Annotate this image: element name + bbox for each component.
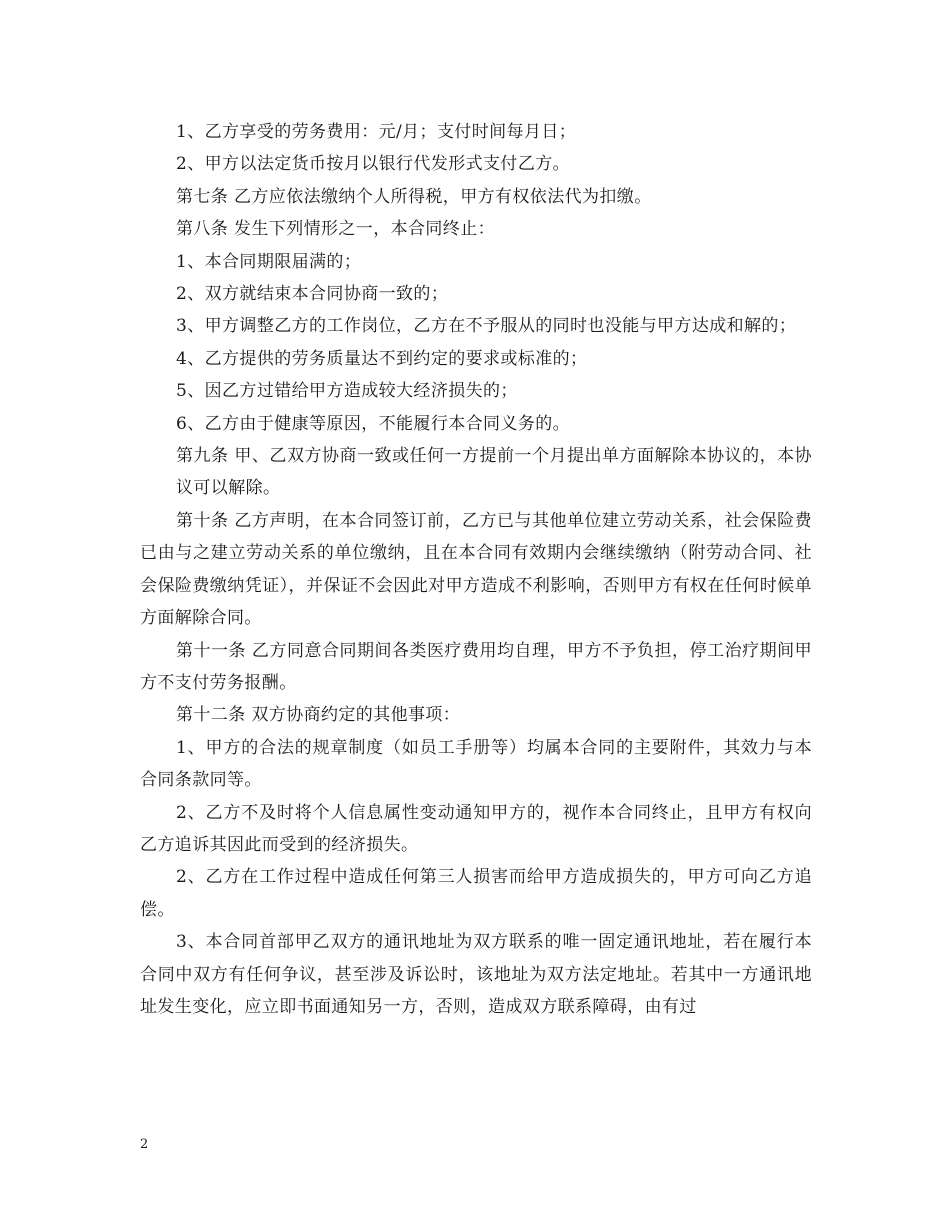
paragraph-fee-amount: 1、乙方享受的劳务费用：元/月；支付时间每月日；	[176, 122, 577, 142]
page-number: 2	[140, 1137, 149, 1152]
article-9: 第九条 甲、乙双方协商一致或任何一方提前一个月提出单方面解除本协议的，本协议可以解除。	[176, 446, 812, 499]
article-12-item-2a: 2、乙方不及时将个人信息属性变动通知甲方的，视作本合同终止，且甲方有权向乙方追诉其因此而受到的经济损失。	[140, 802, 812, 855]
article-12-item-1: 1、甲方的合法的规章制度（如员工手册等）均属本合同的主要附件，其效力与本合同条款同等。	[140, 737, 812, 791]
article-12-item-3: 3、本合同首部甲乙双方的通讯地址为双方联系的唯一固定通讯地址，若在履行本合同中双方有任何争议，甚至涉及诉讼时，该地址为双方法定地址。若其中一方通讯地址发生变化，应立即书面通知另一方，否则，造成双方联系障碍，由有过	[140, 932, 812, 1017]
article-8-item-1: 1、本合同期限届满的；	[176, 251, 362, 272]
article-8-item-4: 4、乙方提供的劳务质量达不到约定的要求或标准的；	[176, 348, 588, 369]
article-10: 第十条 乙方声明，在本合同签订前，乙方已与其他单位建立劳动关系，社会保险费已由与之建立劳动关系的单位缴纳，且在本合同有效期内会继续缴纳（附劳动合同、社会保险费缴纳凭证），并保证不会因此对甲方造成不利影响，否则甲方有权在任何时候单方面解除合同。	[140, 510, 812, 629]
article-12: 第十二条 双方协商约定的其他事项：	[176, 705, 461, 726]
article-7: 第七条 乙方应依法缴纳个人所得税，甲方有权依法代为扣缴。	[176, 186, 652, 207]
article-8-item-6: 6、乙方由于健康等原因，不能履行本合同义务的。	[176, 413, 571, 434]
document-body	[140, 116, 812, 1023]
article-8-item-3: 3、甲方调整乙方的工作岗位，乙方在不予服从的同时也没能与甲方达成和解的；	[176, 316, 797, 337]
article-11: 第十一条 乙方同意合同期间各类医疗费用均自理，甲方不予负担，停工治疗期间甲方不支付劳务报酬。	[140, 640, 812, 693]
article-12-item-2b: 2、乙方在工作过程中造成任何第三人损害而给甲方造成损失的，甲方可向乙方追偿。	[140, 867, 812, 920]
paragraph-payment-method: 2、甲方以法定货币按月以银行代发形式支付乙方。	[176, 154, 571, 175]
article-8: 第八条 发生下列情形之一，本合同终止：	[176, 219, 496, 240]
article-8-item-2: 2、双方就结束本合同协商一致的；	[176, 284, 449, 305]
article-8-item-5: 5、因乙方过错给甲方造成较大经济损失的；	[176, 381, 518, 402]
